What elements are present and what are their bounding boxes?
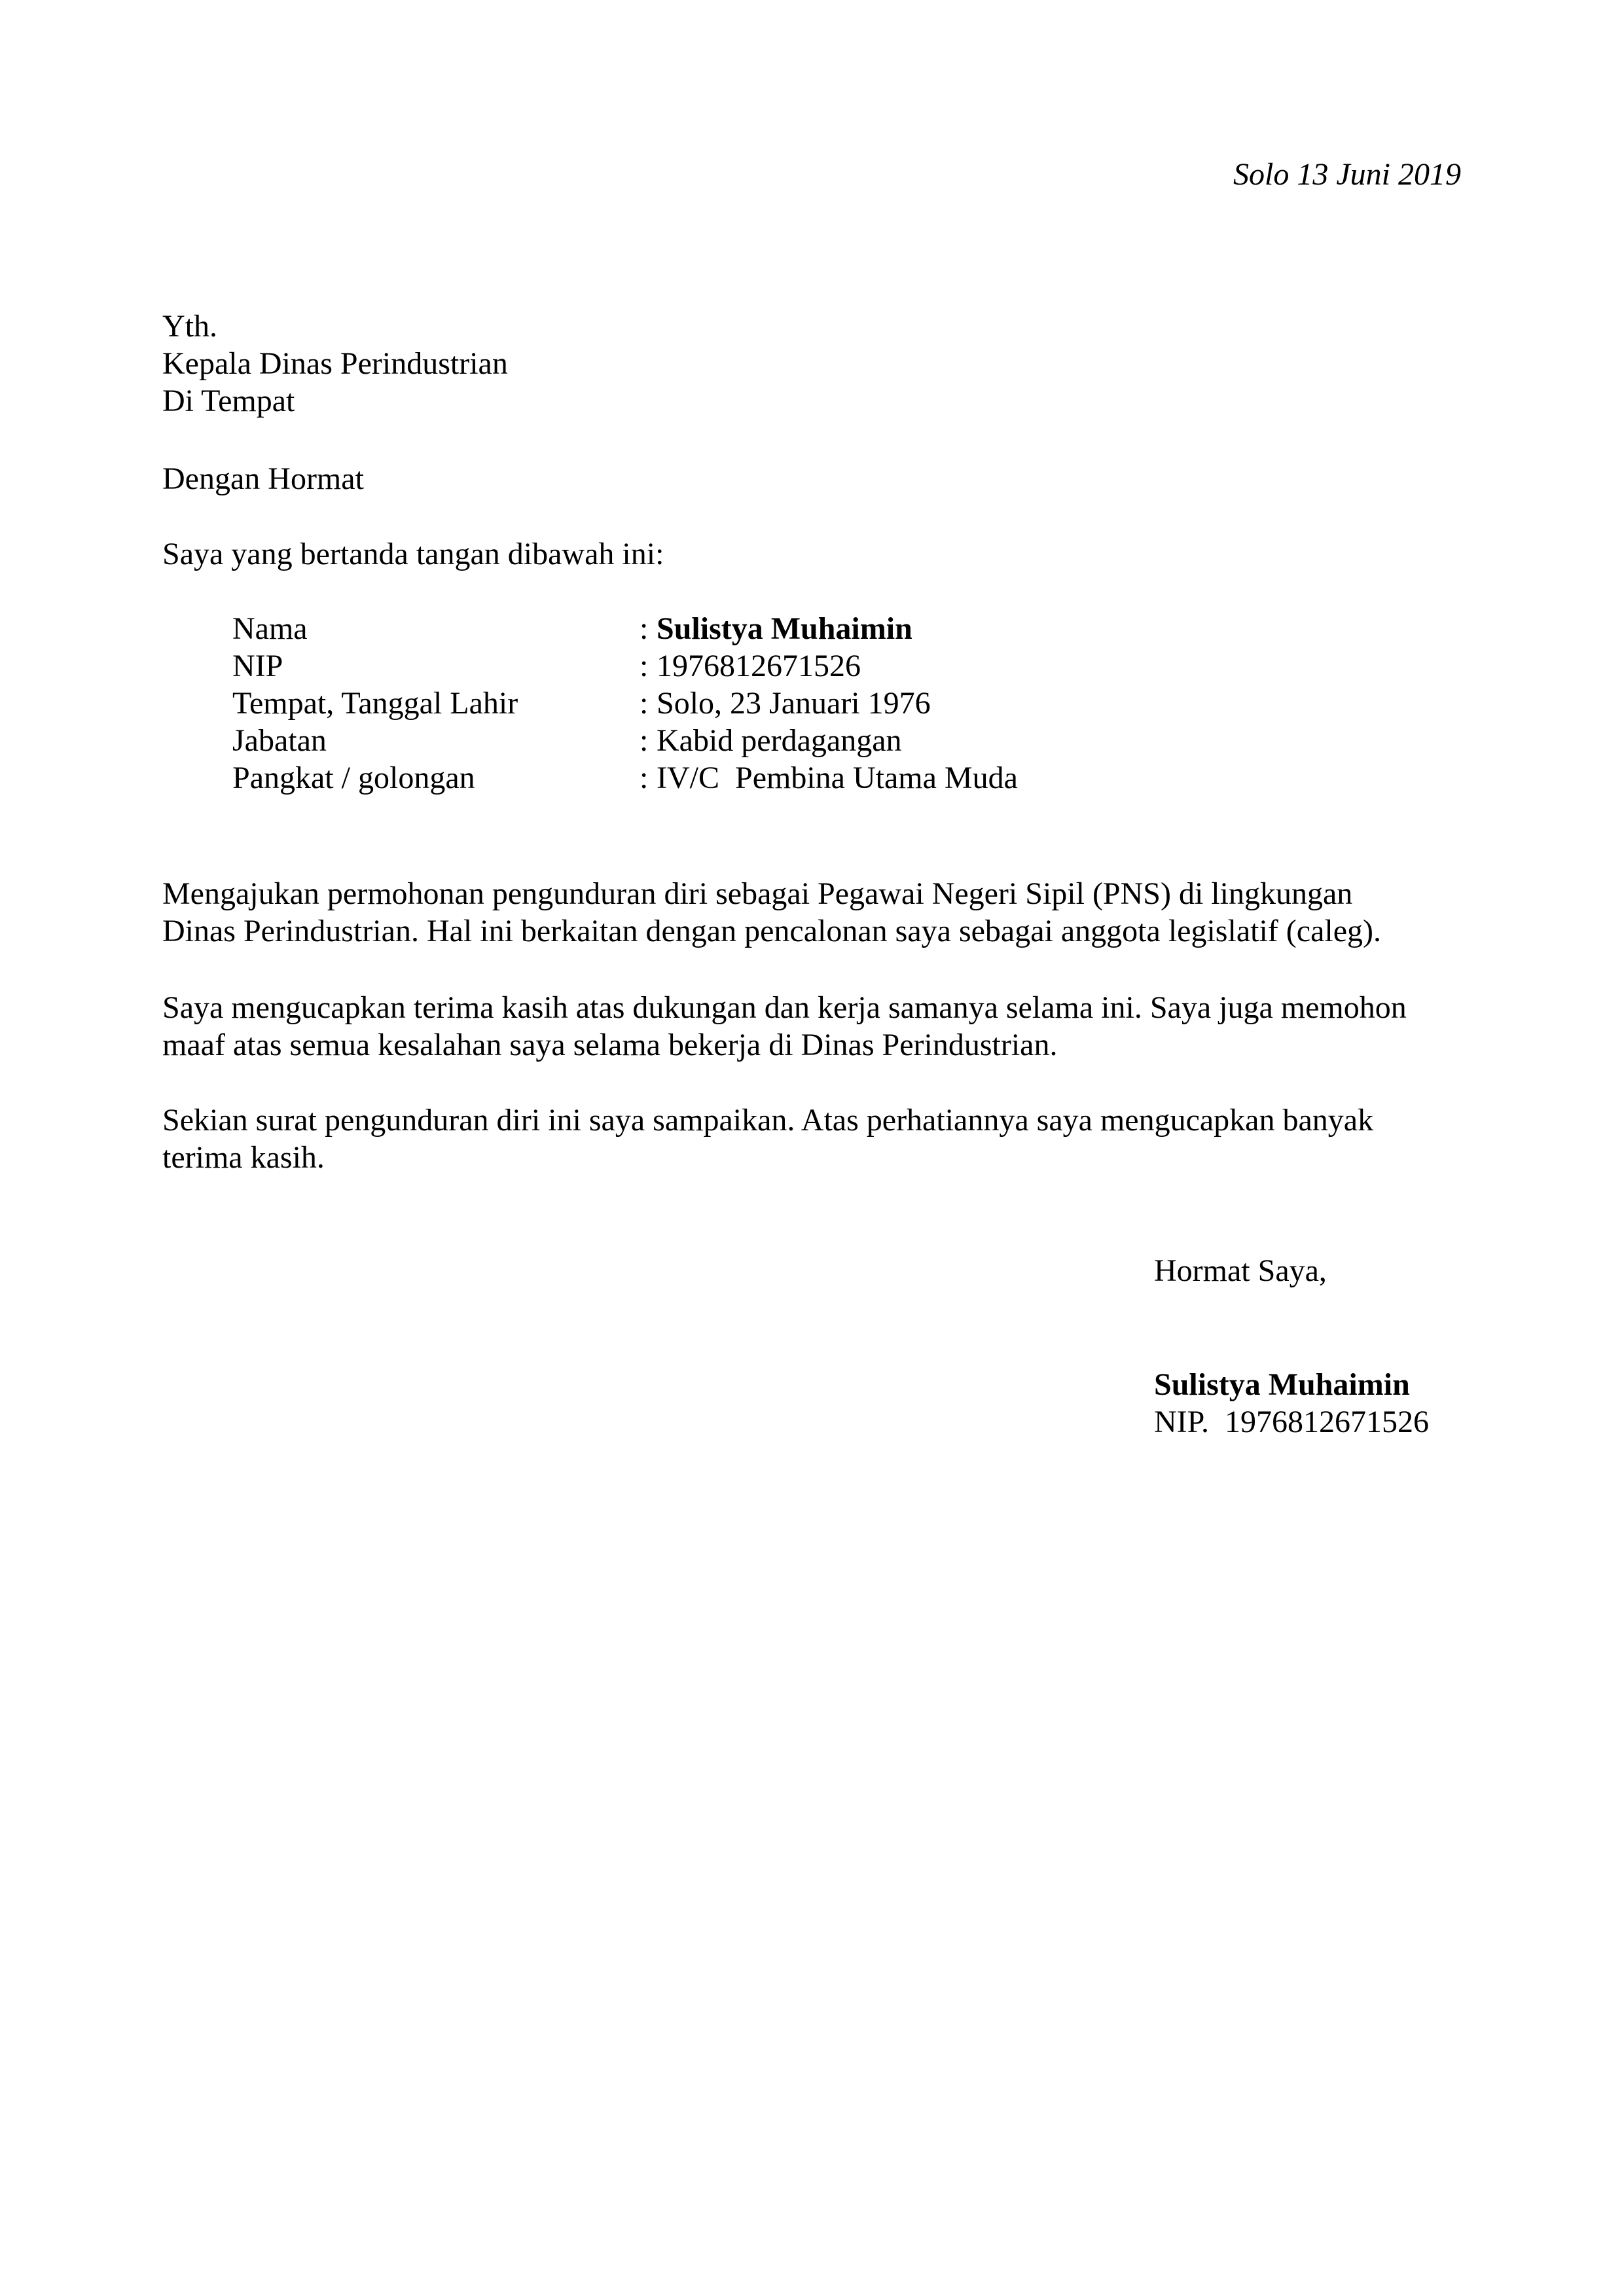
body-paragraph-2	[162, 989, 1471, 1064]
letter-date: Solo 13 Juni 2019	[1233, 157, 1461, 192]
signer-nip: NIP. 1976812671526	[1154, 1405, 1430, 1439]
detail-value-birth: Solo, 23 Januari 1976	[657, 686, 931, 721]
detail-label: Nama	[232, 611, 308, 646]
paragraph-line: Saya mengucapkan terima kasih atas dukungan dan kerja samanya selama ini. Saya juga memohon	[162, 990, 1407, 1025]
detail-value-rank: IV/C Pembina Utama Muda	[657, 761, 1018, 795]
detail-colon: :	[640, 686, 649, 721]
addressee-line-1: Yth.	[162, 309, 217, 344]
signature-block	[1154, 1366, 1481, 1441]
closing-block	[1154, 1252, 1481, 1289]
closing-text: Hormat Saya,	[1154, 1253, 1327, 1288]
signer-name: Sulistya Muhaimin	[1154, 1367, 1410, 1402]
addressee-line-3: Di Tempat	[162, 384, 295, 418]
body-paragraph-3	[162, 1102, 1471, 1176]
detail-label: Pangkat / golongan	[232, 761, 475, 795]
detail-row-rank	[232, 759, 1214, 797]
detail-colon: :	[640, 649, 649, 683]
paragraph-line: maaf atas semua kesalahan saya selama bekerja di Dinas Perindustrian.	[162, 1028, 1058, 1062]
detail-value-name: Sulistya Muhaimin	[657, 611, 912, 646]
detail-row-position	[232, 722, 1214, 759]
paragraph-line: Dinas Perindustrian. Hal ini berkaitan dengan pencalonan saya sebagai anggota legislatif (caleg).	[162, 914, 1381, 948]
detail-value-nip: 1976812671526	[657, 649, 861, 683]
detail-label: Jabatan	[232, 723, 327, 758]
detail-row-birth	[232, 685, 1214, 722]
detail-label: NIP	[232, 649, 283, 683]
intro-sentence: Saya yang bertanda tangan dibawah ini:	[162, 537, 664, 571]
addressee-line-2: Kepala Dinas Perindustrian	[162, 346, 508, 381]
detail-row-nip	[232, 647, 1214, 685]
detail-colon: :	[640, 611, 649, 646]
paragraph-line: terima kasih.	[162, 1140, 325, 1175]
detail-label: Tempat, Tanggal Lahir	[232, 686, 518, 721]
detail-colon: :	[640, 723, 649, 758]
paragraph-line: Mengajukan permohonan pengunduran diri sebagai Pegawai Negeri Sipil (PNS) di lingkungan	[162, 876, 1353, 911]
detail-colon: :	[640, 761, 649, 795]
identity-details	[232, 610, 1214, 797]
salutation: Dengan Hormat	[162, 461, 364, 496]
detail-value-position: Kabid perdagangan	[657, 723, 902, 758]
addressee-block	[162, 308, 948, 420]
body-paragraph-1	[162, 875, 1471, 950]
paragraph-line: Sekian surat pengunduran diri ini saya sampaikan. Atas perhatiannya saya mengucapkan banyak	[162, 1103, 1374, 1138]
detail-row-nama	[232, 610, 1214, 647]
